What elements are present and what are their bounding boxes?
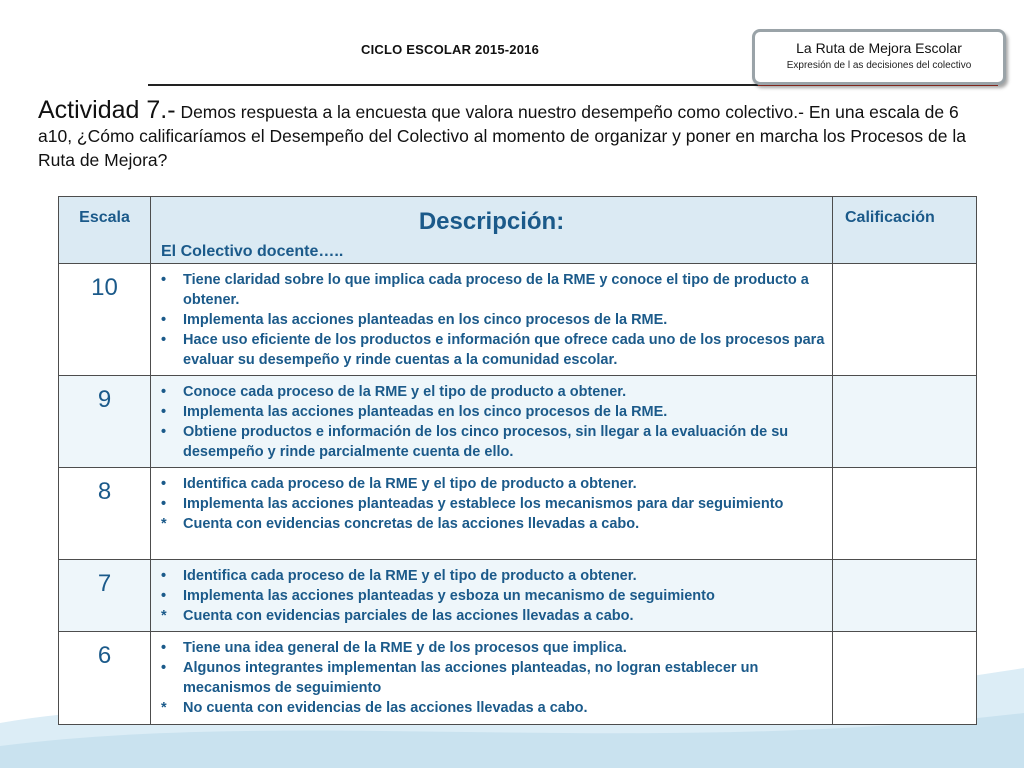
grade-input-cell[interactable] — [833, 264, 977, 376]
list-item: • Tiene una idea general de la RME y de los procesos que implica. — [161, 640, 627, 656]
table-row — [59, 468, 977, 560]
scale-value: 6 — [59, 632, 151, 725]
header-grade: Calificación — [833, 197, 977, 264]
list-item: • Identifica cada proceso de la RME y el tipo de producto a obtener. — [161, 476, 637, 492]
list-item: • Tiene claridad sobre lo que implica cada proceso de la RME y conoce el tipo de producto a obtener. — [161, 272, 809, 308]
header-scale: Escala — [59, 197, 151, 264]
brand-badge — [752, 29, 1006, 85]
description-cell — [151, 376, 833, 468]
list-item: • Conoce cada proceso de la RME y el tipo de producto a obtener. — [161, 384, 627, 400]
grade-input-cell[interactable] — [833, 560, 977, 632]
scale-value: 10 — [59, 264, 151, 376]
list-item: * Cuenta con evidencias parciales de las acciones llevadas a cabo. — [161, 608, 634, 624]
table-header-row — [59, 197, 977, 264]
scale-value: 9 — [59, 376, 151, 468]
header-divider — [148, 84, 758, 86]
scale-value: 8 — [59, 468, 151, 560]
list-item: • Implementa las acciones planteadas en los cinco procesos de la RME. — [161, 312, 668, 328]
table-row — [59, 376, 977, 468]
description-cell — [151, 560, 833, 632]
list-item: • Identifica cada proceso de la RME y el tipo de producto a obtener. — [161, 568, 637, 584]
brand-title: La Ruta de Mejora Escolar — [796, 40, 962, 56]
list-item: * Cuenta con evidencias concretas de las acciones llevadas a cabo. — [161, 516, 640, 532]
header-description-subtitle: El Colectivo docente….. — [161, 243, 344, 260]
school-cycle-label: CICLO ESCOLAR 2015-2016 — [361, 42, 539, 57]
list-item: • Obtiene productos e información de los cinco procesos, sin llegar a la evaluación de su desempeño y rinde parcialmente cuenta de ello. — [161, 424, 789, 460]
table-row — [59, 264, 977, 376]
list-item: • Implementa las acciones planteadas y establece los mecanismos para dar seguimiento — [161, 496, 784, 512]
grade-input-cell[interactable] — [833, 468, 977, 560]
list-item: * No cuenta con evidencias de las acciones llevadas a cabo. — [161, 700, 588, 716]
activity-text: Demos respuesta a la encuesta que valora nuestro desempeño como colectivo.- En una escala de 6 a10, ¿Cómo calificaríamos el Desempeño del Colectivo al momento de organizar y poner en marcha los Procesos de la Ruta de Mejora? — [38, 102, 966, 170]
header-description — [151, 197, 833, 264]
list-item: • Implementa las acciones planteadas y esboza un mecanismo de seguimiento — [161, 588, 715, 604]
description-cell — [151, 468, 833, 560]
description-cell — [151, 632, 833, 725]
scale-value: 7 — [59, 560, 151, 632]
evaluation-scale-table — [58, 196, 977, 725]
list-item: • Implementa las acciones planteadas en los cinco procesos de la RME. — [161, 404, 668, 420]
description-cell — [151, 264, 833, 376]
table-row — [59, 632, 977, 725]
activity-instructions — [38, 98, 988, 172]
list-item: • Algunos integrantes implementan las acciones planteadas, no logran establecer un mecanismos de seguimiento — [161, 660, 759, 696]
list-item: • Hace uso eficiente de los productos e información que ofrece cada uno de los procesos para evaluar su desempeño y rinde cuentas a la comunidad escolar. — [161, 332, 825, 368]
grade-input-cell[interactable] — [833, 376, 977, 468]
grade-input-cell[interactable] — [833, 632, 977, 725]
table-row — [59, 560, 977, 632]
activity-heading: Actividad 7.- — [38, 96, 176, 124]
header-description-title: Descripción: — [418, 208, 565, 235]
brand-subtitle: Expresión de l as decisiones del colectivo — [786, 60, 972, 71]
